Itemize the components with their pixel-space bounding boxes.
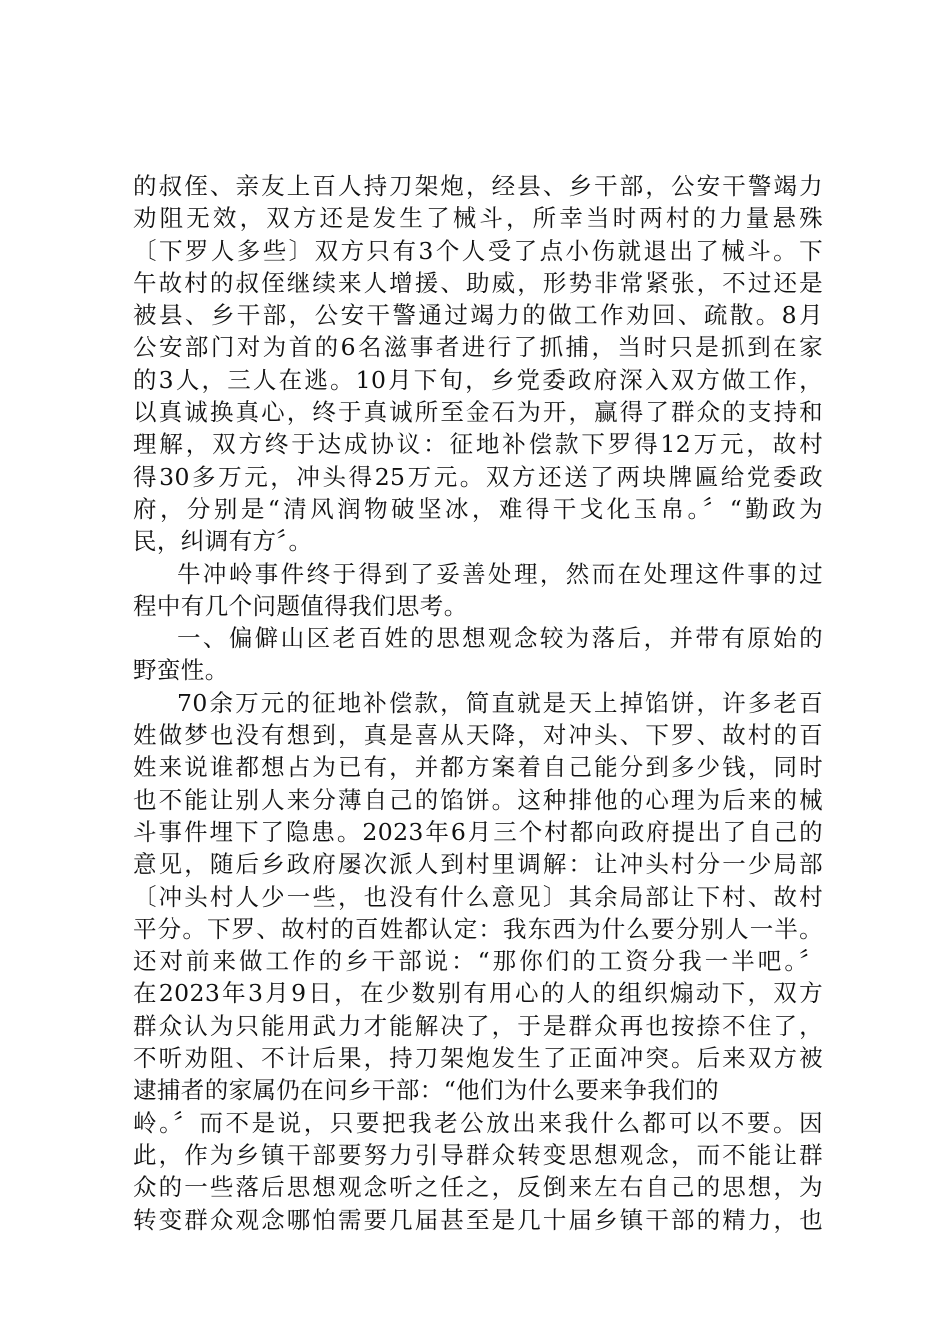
- text-line: 公安部门对为首的6名滋事者进行了抓捕，当时只是抓到在家: [133, 333, 823, 362]
- paragraph-3: [133, 622, 823, 687]
- text-line: 劝阻无效，双方还是发生了械斗，所幸当时两村的力量悬殊: [133, 204, 823, 233]
- text-line: 〔下罗人多些〕双方只有3个人受了点小伤就退出了械斗。下: [133, 236, 823, 265]
- paragraph-1: [133, 170, 823, 558]
- text-line: 得30多万元，冲头得25万元。双方还送了两块牌匾给党委政: [133, 462, 823, 491]
- text-line: 一、偏僻山区老百姓的思想观念较为落后，并带有原始的: [177, 624, 823, 653]
- text-line: 斗事件埋下了隐患。2023年6月三个村都向政府提出了自己的: [133, 817, 823, 846]
- text-line: 被县、乡干部，公安干警通过竭力的做工作劝回、疏散。8月: [133, 301, 823, 330]
- text-line: 众的一些落后思想观念听之任之，反倒来左右自己的思想，为: [133, 1173, 823, 1202]
- text-line: 逮捕者的家属仍在问乡干部：“他们为什么要来争我们的: [133, 1076, 720, 1105]
- text-line: 群众认为只能用武力才能解决了，于是群众再也按捺不住了，: [133, 1011, 823, 1040]
- text-line: 岭。〞而不是说，只要把我老公放出来我什么都可以不要。因: [133, 1108, 823, 1137]
- text-line: 〔冲头村人少一些，也没有什么意见〕其余局部让下村、故村: [133, 882, 823, 911]
- text-line: 在2023年3月9日，在少数别有用心的人的组织煽动下，双方: [133, 979, 823, 1008]
- text-line: 野蛮性。: [133, 656, 229, 685]
- text-line: 转变群众观念哪怕需要几届甚至是几十届乡镇干部的精力，也: [133, 1205, 823, 1234]
- text-line: 意见，随后乡政府屡次派人到村里调解：让冲头村分一少局部: [133, 850, 823, 879]
- text-line: 不听劝阻、不计后果，持刀架炮发生了正面冲突。后来双方被: [133, 1044, 823, 1073]
- document-page: [133, 170, 823, 1236]
- text-line: 70余万元的征地补偿款，简直就是天上掉馅饼，许多老百: [177, 688, 823, 717]
- text-line: 府，分别是“清风润物破坚冰，难得干戈化玉帛。〞“勤政为: [133, 494, 823, 523]
- text-line: 平分。下罗、故村的百姓都认定：我东西为什么要分别人一半。: [133, 914, 823, 943]
- text-line: 此，作为乡镇干部要努力引导群众转变思想观念，而不能让群: [133, 1140, 823, 1169]
- text-line: 民，纠调有方〞。: [133, 527, 313, 556]
- text-line: 也不能让别人来分薄自己的馅饼。这种排他的心理为后来的械: [133, 785, 823, 814]
- text-line: 还对前来做工作的乡干部说：“那你们的工资分我一半吧。〞: [133, 947, 823, 976]
- text-line: 牛冲岭事件终于得到了妥善处理，然而在处理这件事的过: [177, 559, 823, 588]
- text-line: 午故村的叔侄继续来人增援、助威，形势非常紧张，不过还是: [133, 268, 823, 297]
- text-line: 以真诚换真心，终于真诚所至金石为开，赢得了群众的支持和: [133, 398, 823, 427]
- text-line: 的叔侄、亲友上百人持刀架炮，经县、乡干部，公安干警竭力: [133, 172, 823, 200]
- paragraph-4: [133, 687, 823, 1236]
- text-line: 程中有几个问题值得我们思考。: [133, 591, 468, 620]
- text-line: 姓来说谁都想占为已有，并都方案着自己能分到多少钱，同时: [133, 753, 823, 782]
- text-line: 理解，双方终于达成协议：征地补偿款下罗得12万元，故村: [133, 430, 823, 459]
- text-line: 姓做梦也没有想到，真是喜从天降，对冲头、下罗、故村的百: [133, 721, 823, 750]
- text-line: 的3人，三人在逃。10月下旬，乡党委政府深入双方做工作，: [133, 365, 823, 394]
- paragraph-2: [133, 558, 823, 623]
